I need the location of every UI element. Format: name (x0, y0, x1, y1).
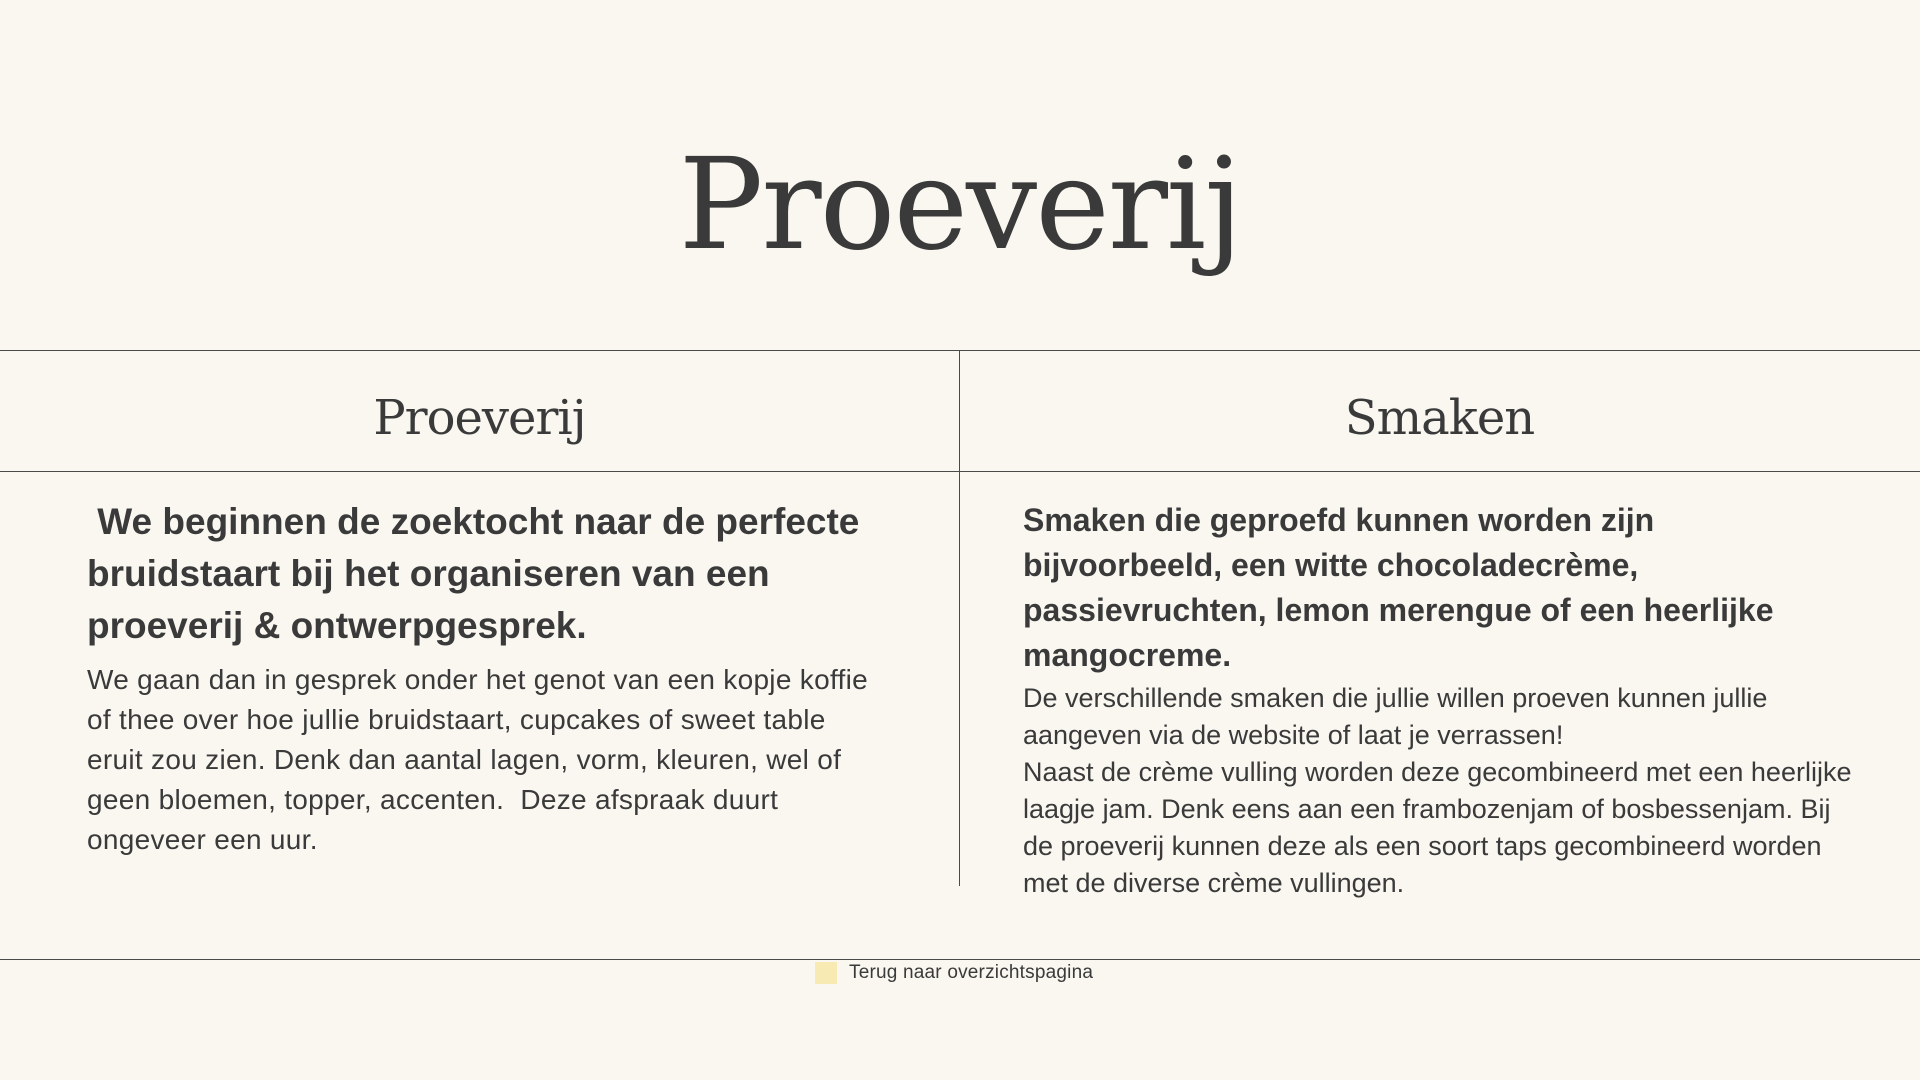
smaken-body-paragraph-1: De verschillende smaken die jullie willen proeven kunnen jullie aangeven via de website of laat je verrassen! (1023, 683, 1768, 750)
proeverij-body-text: We gaan dan in gesprek onder het genot van een kopje koffie of thee over hoe jullie bruidstaart, cupcakes of sweet table eruit zou zien. Denk dan aantal lagen, vorm, kleuren, wel of geen bloemen, topper, accenten. Deze afspraak duurt ongeveer een uur. (87, 664, 877, 855)
proeverij-heading: Proeverij (373, 390, 586, 446)
back-link-label: Terug naar overzichtspagina (849, 962, 1094, 983)
back-link-square-icon (815, 962, 837, 984)
smaken-body-paragraph-2: Naast de crème vulling worden deze gecombineerd met een heerlijke laagje jam. Denk eens aan een frambozenjam of bosbessenjam. Bij de proeverij kunnen deze als een soort taps gecombineerd worden met de diverse crème vullingen. (1023, 757, 1852, 898)
smaken-body-text (1023, 680, 1853, 902)
page-title: Proeverij (678, 131, 1242, 278)
bottom-divider (0, 959, 1920, 960)
proeverij-lead-text: We beginnen de zoektocht naar de perfecte bruidstaart bij het organiseren van een proeverij & ontwerpgesprek. (87, 501, 870, 646)
smaken-lead-text: Smaken die geproefd kunnen worden zijn bijvoorbeeld, een witte chocoladecrème, passievruchten, lemon merengue of een heerlijke mangocreme. (1023, 502, 1774, 673)
header-row-divider (0, 471, 1920, 472)
back-to-overview-link[interactable] (815, 962, 1093, 984)
table-top-divider (0, 350, 1920, 351)
smaken-heading: Smaken (1344, 390, 1535, 446)
